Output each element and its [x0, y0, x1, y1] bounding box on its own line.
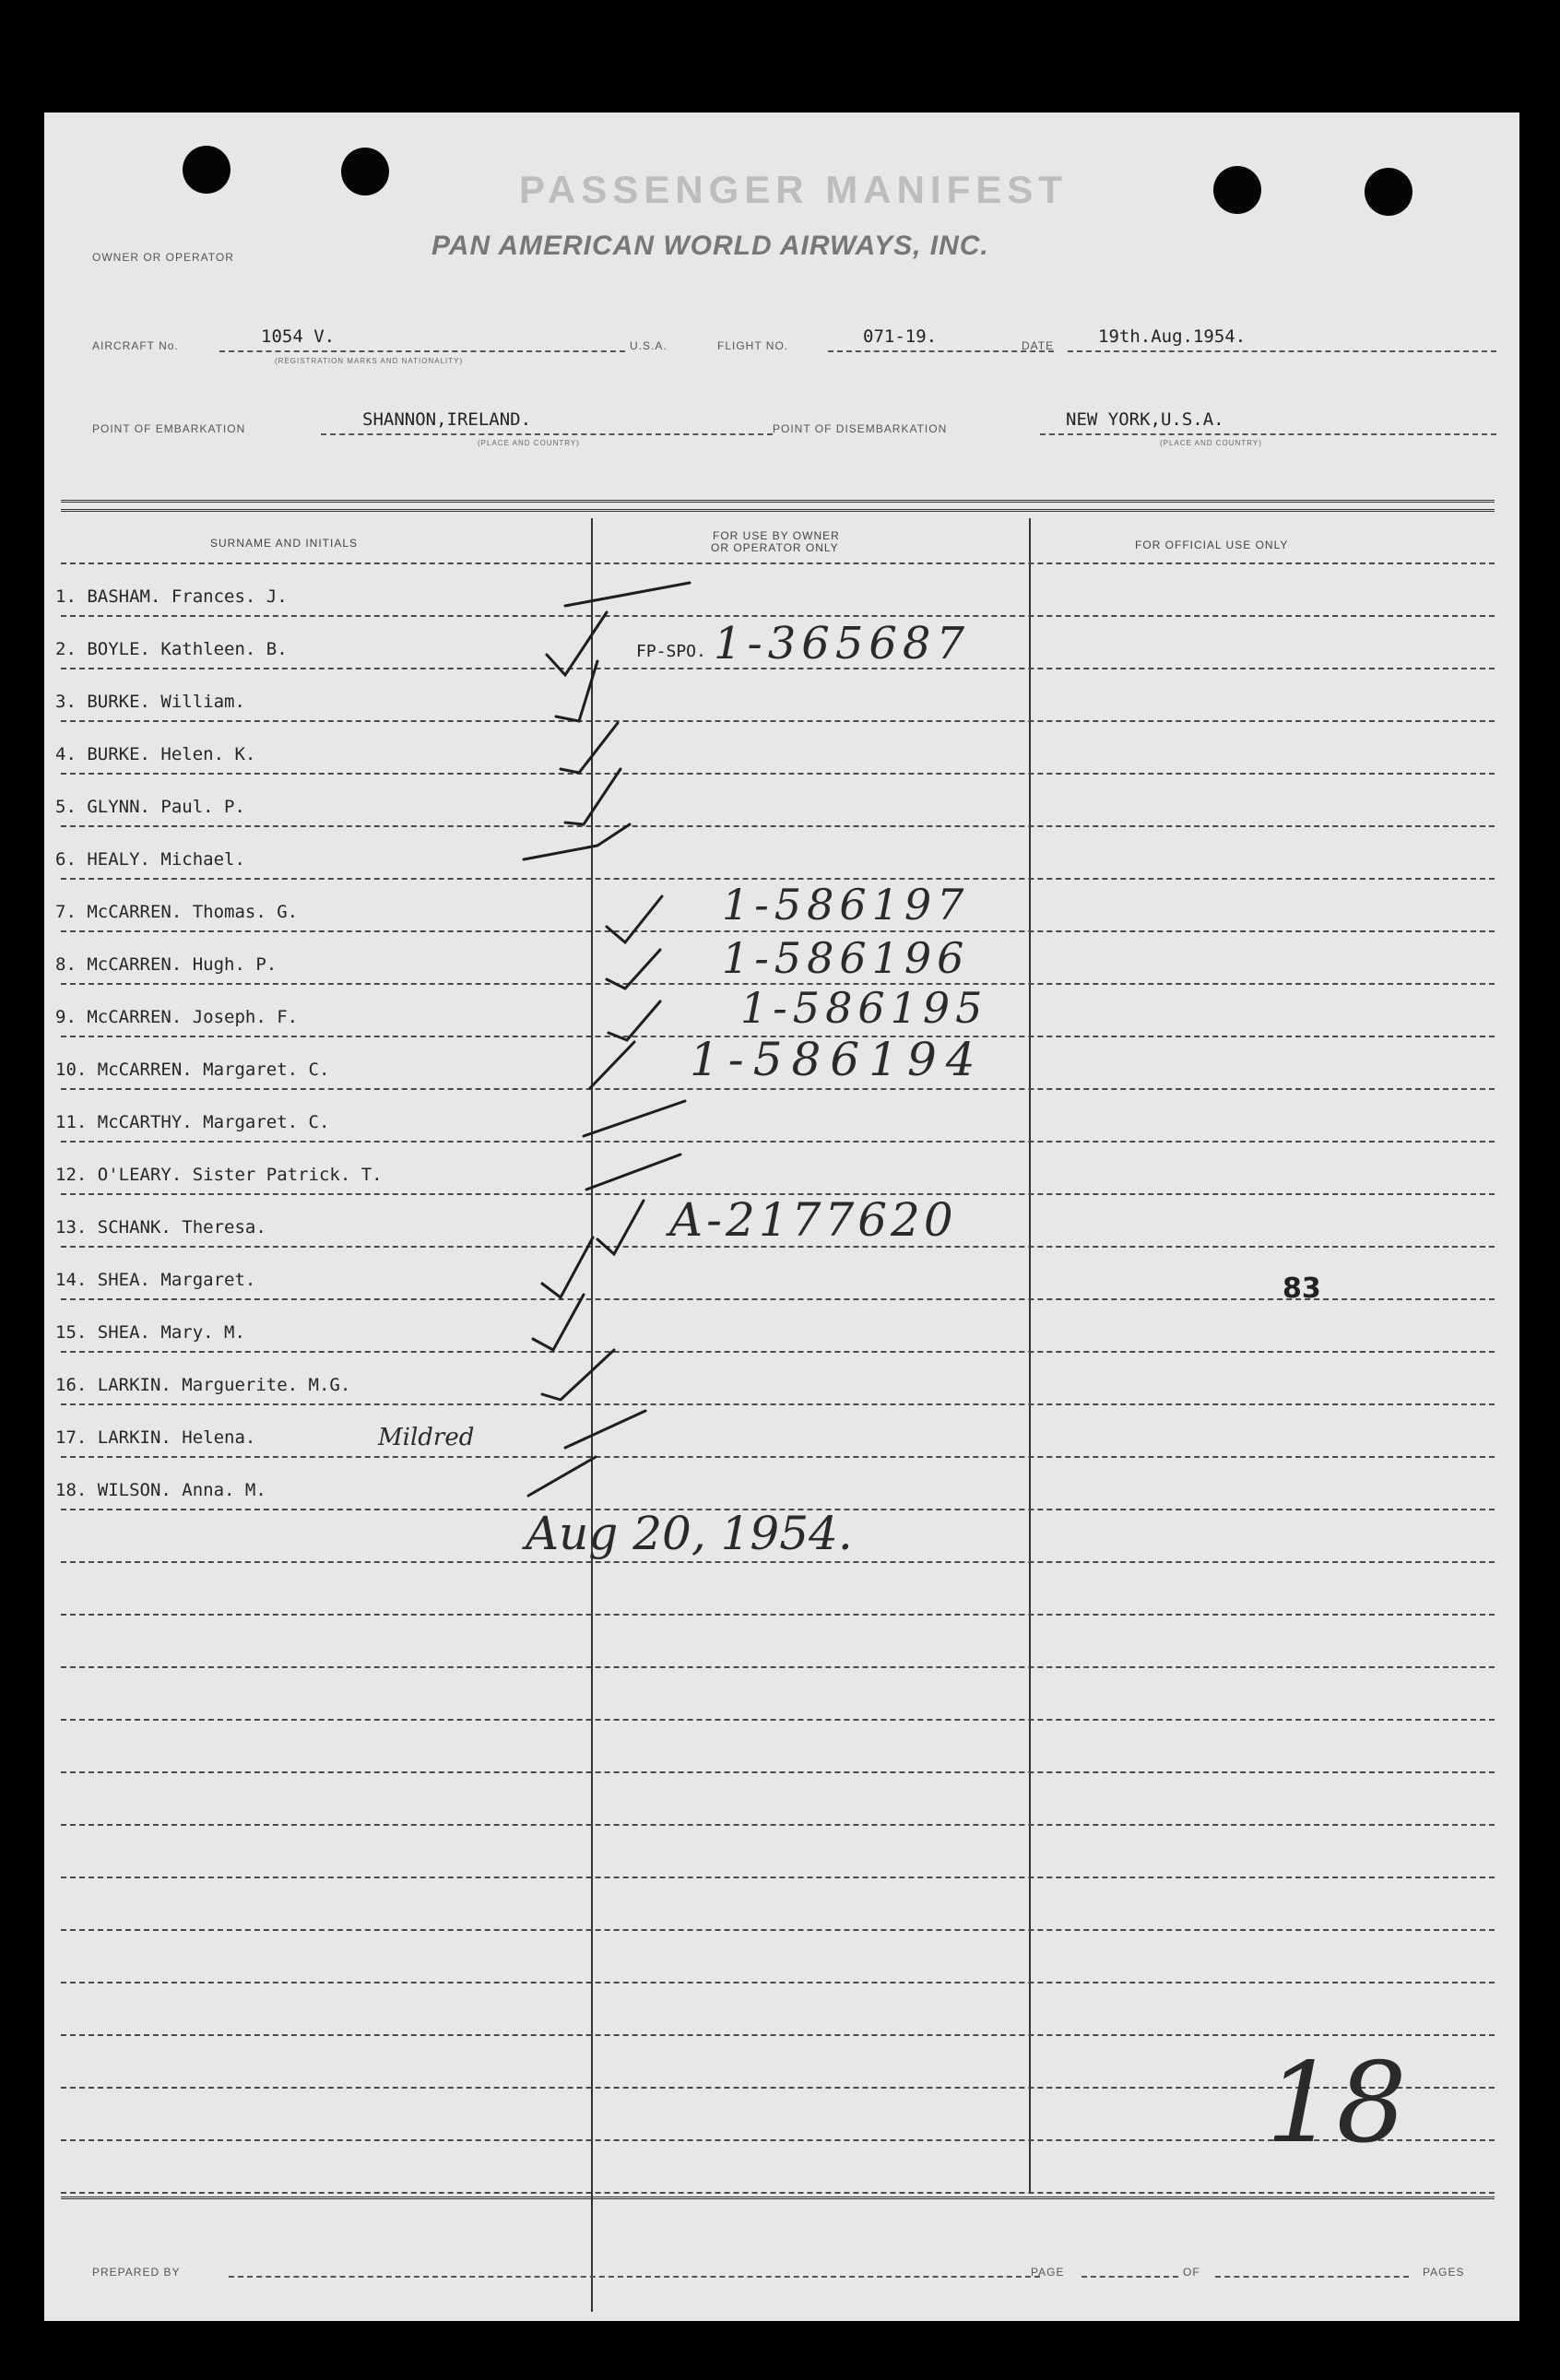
- aircraft-sub: (REGISTRATION MARKS AND NATIONALITY): [275, 357, 464, 365]
- check-mark: [590, 1042, 634, 1088]
- row17-suffix: Mildred: [378, 1424, 475, 1451]
- official-number: 83: [1282, 1273, 1321, 1305]
- row13-number: A-2177620: [669, 1193, 957, 1247]
- check-mark: [609, 1001, 660, 1040]
- check-mark: [586, 1154, 680, 1190]
- check-mark: [565, 583, 690, 606]
- of-line: [1215, 2276, 1409, 2278]
- check-mark: [607, 950, 660, 989]
- check-mark: [584, 1101, 685, 1136]
- disembark-value: NEW YORK,U.S.A.: [1066, 409, 1224, 430]
- row9-number: 1-586195: [740, 983, 988, 1033]
- row2-prefix: FP-SPO.: [636, 642, 706, 661]
- passenger-row: 3. BURKE. William.: [55, 692, 245, 712]
- passenger-row: 7. McCARREN. Thomas. G.: [55, 902, 299, 922]
- col-owner-1: FOR USE BY OWNER: [713, 529, 840, 542]
- airline-name: PAN AMERICAN WORLD AIRWAYS, INC.: [431, 231, 989, 261]
- check-mark: [528, 1457, 596, 1496]
- passenger-row: 6. HEALY. Michael.: [55, 849, 245, 870]
- page-count: 18: [1266, 2040, 1407, 2168]
- check-mark: [607, 896, 662, 942]
- passenger-row: 9. McCARREN. Joseph. F.: [55, 1007, 299, 1027]
- prepared-by-label: PREPARED BY: [92, 2266, 181, 2279]
- form-title: PASSENGER MANIFEST: [519, 168, 1068, 211]
- passenger-row: 18. WILSON. Anna. M.: [55, 1480, 266, 1500]
- of-label: OF: [1183, 2266, 1200, 2279]
- passenger-row: 13. SCHANK. Theresa.: [55, 1217, 266, 1237]
- embark-value: SHANNON,IRELAND.: [362, 409, 532, 430]
- check-mark: [542, 1350, 614, 1400]
- country-label: U.S.A.: [630, 339, 668, 352]
- aircraft-value: 1054 V.: [261, 326, 336, 347]
- flight-value: 071-19.: [863, 326, 938, 347]
- check-mark: [542, 1237, 593, 1297]
- row8-number: 1-586196: [722, 933, 970, 983]
- passenger-row: 15. SHEA. Mary. M.: [55, 1322, 245, 1343]
- passenger-row: 10. McCARREN. Margaret. C.: [55, 1060, 330, 1080]
- passenger-row: 1. BASHAM. Frances. J.: [55, 586, 288, 607]
- passenger-row: 17. LARKIN. Helena.: [55, 1427, 256, 1448]
- check-mark: [547, 612, 607, 675]
- disembark-sub: (PLACE AND COUNTRY): [1160, 439, 1262, 447]
- date-note: Aug 20, 1954.: [526, 1507, 853, 1560]
- embark-label: POINT OF EMBARKATION: [92, 422, 246, 435]
- col-owner-2: OR OPERATOR ONLY: [711, 541, 839, 554]
- flight-label: FLIGHT NO.: [717, 339, 789, 352]
- page-line: [1081, 2276, 1178, 2278]
- date-label: DATE: [1022, 339, 1055, 352]
- passenger-row: 14. SHEA. Margaret.: [55, 1270, 256, 1290]
- check-mark: [565, 769, 620, 824]
- check-mark: [533, 1295, 584, 1350]
- check-mark: [565, 1411, 645, 1448]
- passenger-row: 2. BOYLE. Kathleen. B.: [55, 639, 288, 659]
- row2-number: 1-365687: [714, 618, 970, 669]
- passenger-row: 8. McCARREN. Hugh. P.: [55, 954, 278, 975]
- passenger-row: 16. LARKIN. Marguerite. M.G.: [55, 1375, 351, 1395]
- col-official: FOR OFFICIAL USE ONLY: [1135, 539, 1289, 551]
- passenger-row: 4. BURKE. Helen. K.: [55, 744, 256, 764]
- passenger-row: 12. O'LEARY. Sister Patrick. T.: [55, 1165, 383, 1185]
- check-mark: [524, 824, 630, 859]
- prepared-by-line: [229, 2276, 1040, 2278]
- passenger-row: 11. McCARTHY. Margaret. C.: [55, 1112, 330, 1132]
- col-surname: SURNAME AND INITIALS: [210, 537, 359, 550]
- aircraft-label: AIRCRAFT No.: [92, 339, 179, 352]
- page-label: PAGE: [1031, 2266, 1065, 2279]
- check-marks: [44, 112, 1519, 2321]
- check-mark: [597, 1201, 644, 1254]
- date-value: 19th.Aug.1954.: [1098, 326, 1247, 347]
- embark-sub: (PLACE AND COUNTRY): [478, 439, 580, 447]
- passenger-row: 5. GLYNN. Paul. P.: [55, 797, 245, 817]
- disembark-label: POINT OF DISEMBARKATION: [773, 422, 948, 435]
- owner-label: OWNER OR OPERATOR: [92, 251, 234, 264]
- check-mark: [561, 723, 618, 773]
- row10-number: 1-586194: [690, 1033, 985, 1086]
- row7-number: 1-586197: [722, 880, 970, 930]
- pages-label: PAGES: [1423, 2266, 1465, 2279]
- manifest-sheet: [44, 112, 1519, 2321]
